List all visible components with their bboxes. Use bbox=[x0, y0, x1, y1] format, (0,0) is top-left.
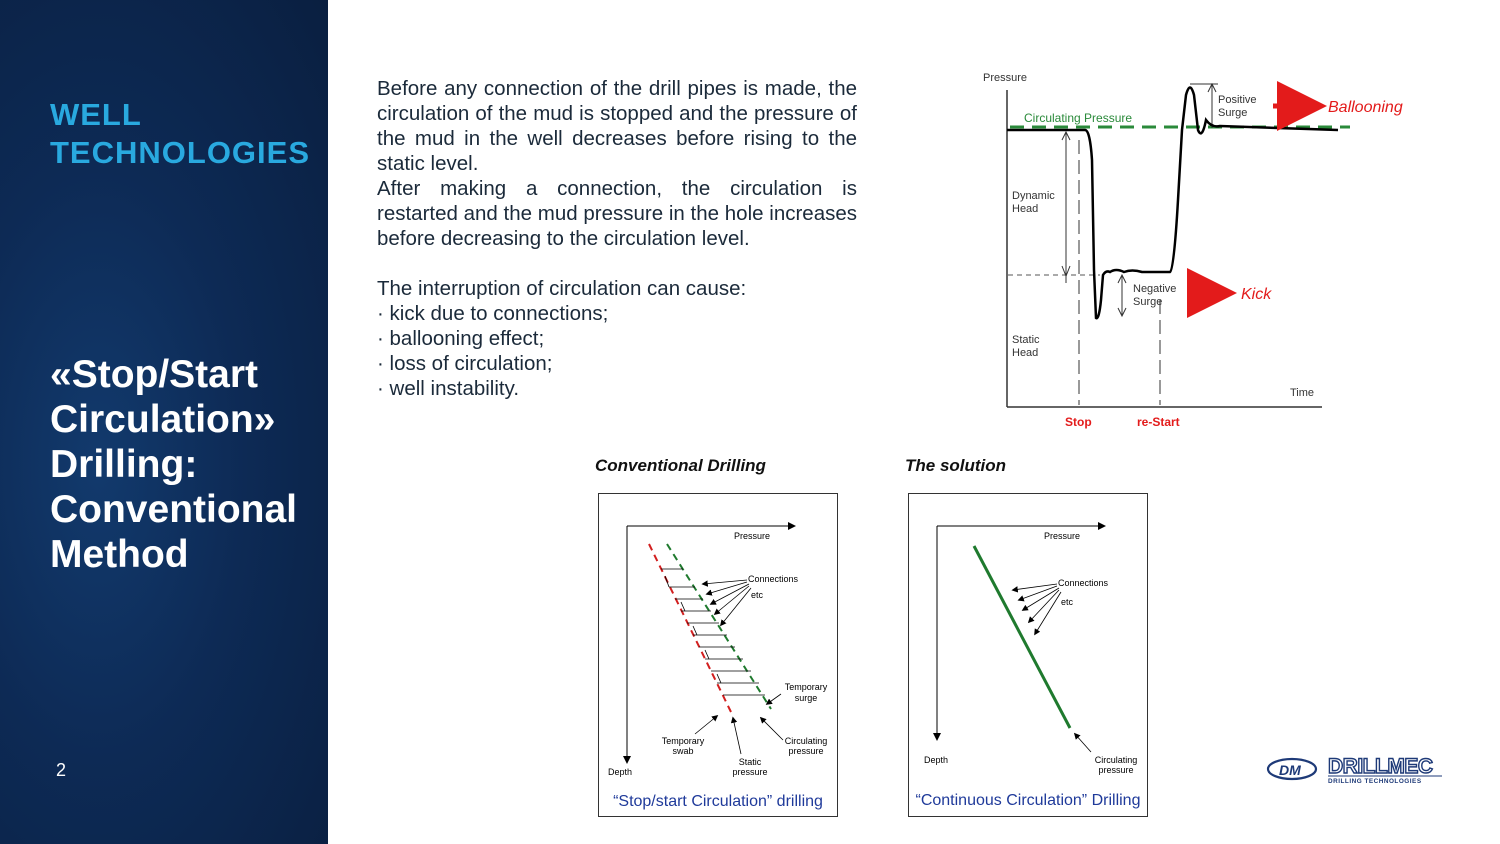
sol-connection-arrows bbox=[1013, 584, 1091, 752]
sidebar bbox=[0, 0, 328, 844]
cause-item: · well instability. bbox=[377, 376, 857, 401]
conv-etc-label: etc bbox=[751, 590, 764, 600]
positive-surge-label: Positive Surge bbox=[1218, 94, 1257, 119]
logo-mark: DM bbox=[1279, 762, 1301, 778]
title-line: Conventional bbox=[50, 488, 298, 531]
conventional-diagram bbox=[599, 494, 837, 794]
body-text bbox=[377, 76, 857, 401]
logo-name: DRILLMEC bbox=[1328, 755, 1433, 778]
conv-temporary-surge-label: Temporary surge bbox=[784, 682, 828, 703]
sol-depth-label: Depth bbox=[924, 755, 949, 765]
company-name bbox=[50, 96, 310, 172]
solution-figure bbox=[908, 493, 1148, 817]
negative-surge-label: Negative Surge bbox=[1133, 283, 1177, 308]
title-line: Drilling: bbox=[50, 443, 198, 486]
drillmec-logo bbox=[1266, 752, 1446, 786]
circulating-pressure-label: Circulating Pressure bbox=[1024, 111, 1133, 125]
conv-connections-label: Connections bbox=[748, 574, 799, 584]
title-line: Circulation» bbox=[50, 398, 276, 441]
conv-pressure-label: Pressure bbox=[734, 531, 771, 541]
dynamic-head-label: Dynamic Head bbox=[1012, 190, 1055, 215]
solution-diagram bbox=[909, 494, 1147, 794]
company-line-2: TECHNOLOGIES bbox=[50, 135, 311, 170]
conventional-heading: Conventional Drilling bbox=[595, 456, 766, 475]
continuous-circulation-line bbox=[974, 546, 1070, 728]
time-axis-label: Time bbox=[1290, 387, 1315, 399]
pressure-time-diagram bbox=[975, 64, 1445, 439]
sol-etc-label: etc bbox=[1061, 597, 1074, 607]
conventional-figure bbox=[598, 493, 838, 817]
conv-circulating-pressure-label: Circulating pressure bbox=[784, 736, 828, 756]
solution-caption: “Continuous Circulation” Drilling bbox=[915, 792, 1141, 809]
pressure-axis-label: Pressure bbox=[983, 72, 1028, 84]
static-head-label: Static Head bbox=[1012, 334, 1040, 359]
conv-depth-label: Depth bbox=[608, 767, 633, 777]
causes-intro: The interruption of circulation can cause: bbox=[377, 277, 747, 300]
conv-temporary-swab-label: Temporary swab bbox=[661, 736, 705, 756]
cause-item: · ballooning effect; bbox=[377, 326, 857, 351]
slide-title bbox=[50, 352, 325, 577]
causes-list bbox=[377, 301, 857, 401]
stop-label: Stop bbox=[1065, 415, 1092, 429]
page-number: 2 bbox=[56, 760, 67, 780]
kick-label: Kick bbox=[1241, 286, 1272, 303]
solution-heading: The solution bbox=[905, 456, 1007, 475]
title-line: Method bbox=[50, 533, 189, 576]
sol-connections-label: Connections bbox=[1058, 578, 1109, 588]
paragraph-restart: After making a connection, the circulation is restarted and the mud pressure in the hole increases before decreasing to the circulation level. bbox=[377, 177, 857, 250]
conventional-caption: “Stop/start Circulation” drilling bbox=[613, 793, 823, 810]
sol-pressure-label: Pressure bbox=[1044, 531, 1081, 541]
restart-label: re-Start bbox=[1137, 415, 1180, 429]
ballooning-label: Ballooning bbox=[1328, 99, 1403, 116]
sol-circulating-pressure-label: Circulating pressure bbox=[1094, 755, 1138, 775]
logo-tagline: DRILLING TECHNOLOGIES bbox=[1328, 778, 1422, 785]
title-line: «Stop/Start bbox=[50, 353, 259, 396]
cause-item: · kick due to connections; bbox=[377, 301, 857, 326]
conv-static-pressure-label: Static pressure bbox=[732, 757, 768, 777]
company-line-1: WELL bbox=[50, 97, 142, 132]
paragraph-stop: Before any connection of the drill pipes is made, the circulation of the mud is stopped and the pressure of the mud in the well decreases before rising to the static level. bbox=[377, 77, 857, 175]
cause-item: · loss of circulation; bbox=[377, 351, 857, 376]
